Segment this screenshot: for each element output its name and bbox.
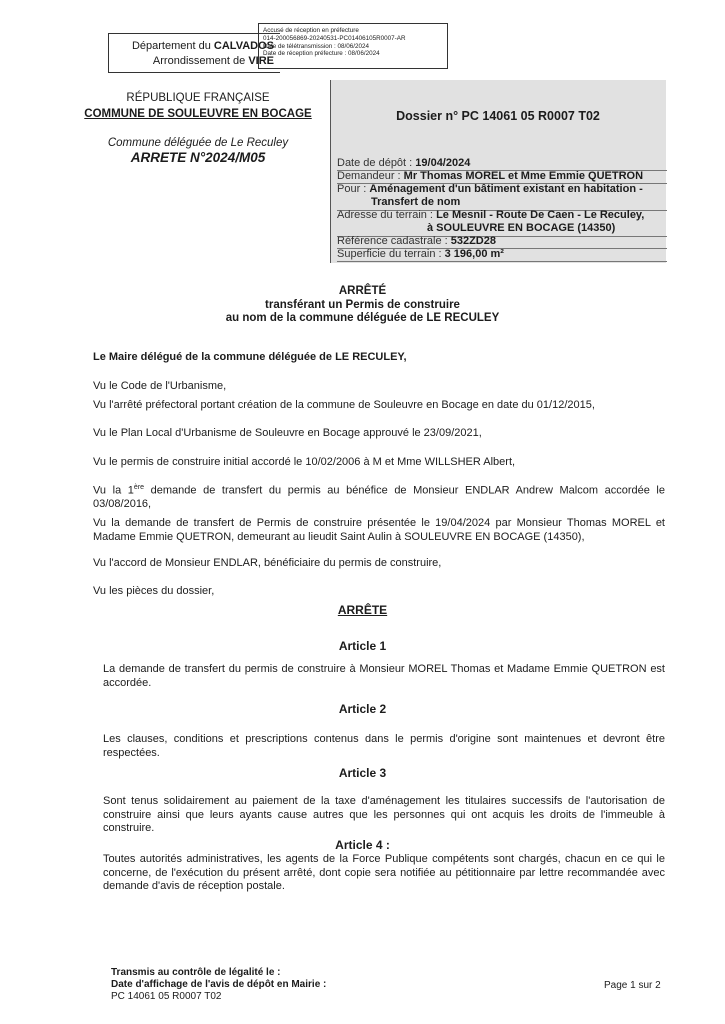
arrete-heading: ARRÊTE — [337, 603, 388, 617]
pour-value-2: Transfert de nom — [371, 196, 461, 208]
article-2-text: Les clauses, conditions et prescriptions contenus dans le permis d'origine sont maintenues et devront être respectées. — [103, 733, 665, 759]
republique-label: RÉPUBLIQUE FRANÇAISE — [126, 92, 270, 104]
commune-name: COMMUNE DE SOULEUVRE EN BOCAGE — [84, 108, 312, 120]
arrete-number: ARRETE N°2024/M05 — [130, 150, 266, 165]
article-4-text: Toutes autorités administratives, les agents de la Force Publique compétents sont chargés, chacun en ce qui le concerne, de l'exécution du présent arrêté, dont copie sera notifiée au pétitionnaire par lettre recommandée avec demande d'avis de réception postale. — [103, 853, 665, 892]
dossier-title: Dossier n° PC 14061 05 R0007 T02 — [396, 109, 600, 123]
footer-reference: PC 14061 05 R0007 T02 — [111, 991, 222, 1002]
superficie-row: Superficie du terrain : 3 196,00 m² — [337, 248, 667, 262]
footer-transmis: Transmis au contrôle de légalité le : — [111, 967, 281, 978]
adresse-row: Adresse du terrain : Le Mesnil - Route De Caen - Le Reculey, à SOULEUVRE EN BOCAGE (14350) — [337, 209, 667, 237]
vu-arrete-prefectoral: Vu l'arrêté préfectoral portant création de la commune de Souleuvre en Bocage en date du 01/12/2015, — [93, 399, 595, 411]
document-subtitle-1: transférant un Permis de construire — [265, 299, 460, 311]
article-3-text: Sont tenus solidairement au paiement de la taxe d'aménagement les titulaires successifs de l'autorisation de construire ainsi que leurs ayants cause autres que les personnes qui ont acquis les droits de l'immeuble à construire. — [103, 795, 665, 834]
vu-plu: Vu le Plan Local d'Urbanisme de Souleuvre en Bocage approuvé le 23/09/2021, — [93, 427, 482, 439]
vu-accord-endlar: Vu l'accord de Monsieur ENDLAR, bénéficiaire du permis de construire, — [93, 557, 442, 569]
ref-cadastrale: 532ZD28 — [450, 235, 496, 247]
footer-affichage: Date d'affichage de l'avis de dépôt en Mairie : — [111, 979, 327, 990]
footer-block — [111, 967, 326, 1003]
pour-row: Pour : Aménagement d'un bâtiment existant en habitation - Transfert de nom — [337, 183, 667, 211]
vu-permis-initial: Vu le permis de construire initial accordé le 10/02/2006 à M et Mme WILLSHER Albert, — [93, 456, 516, 468]
department-line: Département du CALVADOS — [131, 40, 274, 52]
department-name: CALVADOS — [213, 40, 274, 52]
pour-value: Aménagement d'un bâtiment existant en habitation - — [369, 183, 643, 195]
arrondissement-name: VIRE — [248, 55, 274, 67]
adresse-value-2: à SOULEUVRE EN BOCAGE (14350) — [427, 222, 616, 234]
superficie: 3 196,00 m² — [444, 248, 504, 260]
arrondissement-line: Arrondissement de VIRE — [152, 55, 274, 67]
ack-reception-date: Date de réception préfecture : 08/06/2024 — [263, 50, 380, 58]
document-title: ARRÊTÉ — [338, 285, 387, 297]
ack-title: Accusé de réception en préfecture — [263, 27, 359, 34]
article-1-text: La demande de transfert du permis de construire à Monsieur MOREL Thomas et Madame Emmie QUETRON est accordée. — [103, 663, 665, 689]
vu-code-urbanisme: Vu le Code de l'Urbanisme, — [93, 380, 227, 392]
article-3-title: Article 3 — [338, 766, 387, 780]
adresse-value: Le Mesnil - Route De Caen - Le Reculey, — [436, 209, 645, 221]
vu-premier-transfert: Vu la 1ère demande de transfert du permis au bénéfice de Monsieur ENDLAR Andrew Malcom accordée le 03/08/2016, — [93, 484, 665, 511]
acknowledgement-stamp — [258, 23, 448, 69]
article-4-title: Article 4 : — [335, 838, 390, 852]
vu-demande-transfert: Vu la demande de transfert de Permis de construire présentée le 19/04/2024 par Monsieur Thomas MOREL et Madame Emmie QUETRON, demeurant au lieudit Saint Aulin à SOULEUVRE EN BOCAGE (14350), — [93, 517, 665, 543]
depot-date: 19/04/2024 — [415, 157, 471, 169]
vu-pieces-dossier: Vu les pièces du dossier, — [93, 585, 215, 597]
commune-deleguee: Commune déléguée de Le Reculey — [107, 137, 289, 149]
page-number: Page 1 sur 2 — [604, 980, 661, 991]
document-subtitle-2: au nom de la commune déléguée de LE RECULEY — [225, 312, 500, 324]
ack-reference: 014-200056869-20240531-PC01406105R0007-AR — [263, 34, 406, 42]
article-1-title: Article 1 — [338, 639, 387, 653]
department-box — [108, 33, 280, 73]
demandeur-row: Demandeur : Mr Thomas MOREL et Mme Emmie QUETRON — [337, 170, 667, 184]
ack-transmission-date: Date de télétransmission : 08/06/2024 — [263, 42, 370, 50]
demandeur: Mr Thomas MOREL et Mme Emmie QUETRON — [403, 170, 644, 182]
maire-intro: Le Maire délégué de la commune déléguée de LE RECULEY, — [93, 351, 407, 363]
ref-cadastrale-row: Référence cadastrale : 532ZD28 — [337, 235, 667, 249]
article-2-title: Article 2 — [338, 702, 387, 716]
depot-date-row: Date de dépôt : 19/04/2024 — [337, 157, 667, 171]
